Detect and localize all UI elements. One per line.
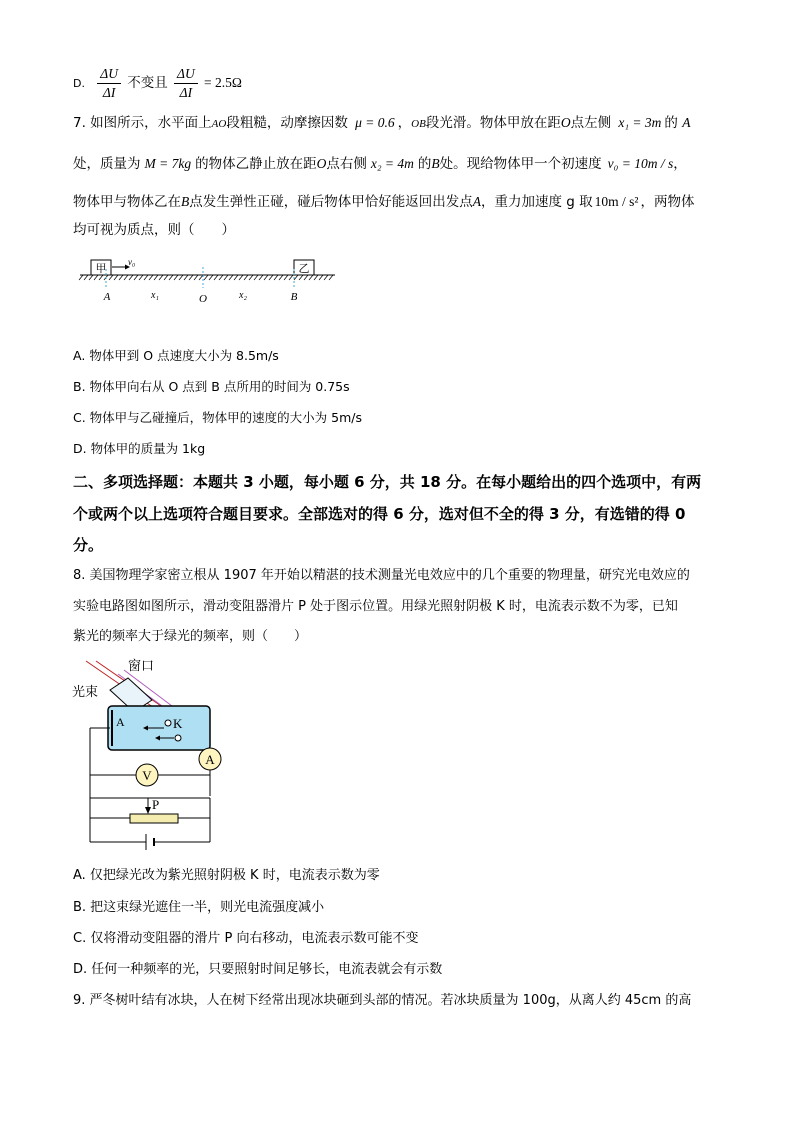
- q8-option-a: A. 仅把绿光改为紫光照射阴极 K 时，电流表示数为零: [73, 868, 380, 883]
- q7-option-a: A. 物体甲到 O 点速度大小为 8.5m/s: [73, 348, 279, 363]
- window-label: 窗口: [128, 659, 155, 674]
- q8-line-1: 8. 美国物理学家密立根从 1907 年开始以精湛的技术测量光电效应中的几个重要的物理量，研究光电效应的: [73, 568, 690, 583]
- q7-line-1: 7. 如图所示，水平面上AO段粗糙，动摩擦因数 μ = 0.6 ，OB段光滑。物体甲放在距O点左侧 x₁ = 3m 的 A: [73, 115, 691, 131]
- anode-label: A: [116, 715, 125, 729]
- q7-diagram: [75, 255, 365, 315]
- point-b-label: B: [290, 291, 298, 303]
- fraction-delta-u-delta-i: $\frac{\Delta U}{\Delta I}$: [97, 65, 121, 102]
- option-value: = 2.5Ω: [204, 75, 242, 90]
- q8-line-2: 实验电路图如图所示，滑动变阻器滑片 P 处于图示位置。用绿光照射阴极 K 时，电流表示数不为零，已知: [73, 599, 678, 614]
- q9-line-1: 9. 严冬树叶结有冰块，人在树下经常出现冰块砸到头部的情况。若冰块质量为 100g，从离人约 45cm 的高: [73, 993, 692, 1008]
- section2-line-2: 个或两个以上选项符合题目要求。全部选对的得 6 分，选对但不全的得 3 分，有选错的得 0: [73, 505, 686, 523]
- section2-line-1: 二、多项选择题：本题共 3 小题，每小题 6 分，共 18 分。在每小题给出的四个选项中，有两: [73, 473, 702, 491]
- v0-label: v₀: [128, 257, 136, 267]
- q7-option-c: C. 物体甲与乙碰撞后，物体甲的速度的大小为 5m/s: [73, 410, 363, 425]
- q8-option-c: C. 仅将滑动变阻器的滑片 P 向右移动，电流表示数可能不变: [73, 931, 419, 946]
- q7-line-3: 物体甲与物体乙在B点发生弹性正碰，碰后物体甲恰好能返回出发点A，重力加速度 g 取 10m / s² ，两物体: [73, 194, 695, 210]
- q7-line-2: 处，质量为 M = 7kg 的物体乙静止放在距O点右侧 x₂ = 4m 的B处。现给物体甲一个初速度 v₀ = 10m / s，: [73, 156, 687, 172]
- point-a-label: A: [103, 291, 111, 303]
- beam-label: 光束: [72, 685, 99, 700]
- block-jia-label: 甲: [95, 262, 107, 275]
- cathode-top: [165, 720, 171, 726]
- x1-label: x₁: [151, 290, 159, 301]
- q7-option-b: B. 物体甲向右从 O 点到 B 点所用的时间为 0.75s: [73, 379, 350, 394]
- ammeter-label: A: [205, 752, 215, 767]
- q8-line-3: 紫光的频率大于绿光的频率，则（ ）: [73, 629, 308, 644]
- cathode-label: K: [173, 716, 183, 731]
- x2-label: x₂: [239, 290, 247, 301]
- slider-label: P: [152, 797, 160, 812]
- option-text: 不变且: [127, 75, 168, 91]
- q8-circuit-diagram: [68, 656, 228, 856]
- voltmeter-label: V: [142, 768, 152, 783]
- section2-line-3: 分。: [73, 536, 104, 554]
- point-o-label: O: [199, 293, 207, 305]
- q8-option-b: B. 把这束绿光遮住一半，则光电流强度减小: [73, 900, 325, 915]
- prev-option-d: [73, 62, 242, 104]
- block-yi-label: 乙: [298, 262, 310, 275]
- cathode-bottom: [175, 735, 181, 741]
- ground-hatching: [79, 275, 333, 280]
- fraction-delta-u-delta-i-2: $\frac{\Delta U}{\Delta I}$: [174, 65, 198, 102]
- q8-option-d: D. 任何一种频率的光，只要照射时间足够长，电流表就会有示数: [73, 962, 443, 977]
- q7-line-4: 均可视为质点，则（ ）: [73, 222, 235, 238]
- option-label: D.: [73, 77, 85, 90]
- rheostat: [130, 814, 178, 823]
- q7-option-d: D. 物体甲的质量为 1kg: [73, 441, 206, 456]
